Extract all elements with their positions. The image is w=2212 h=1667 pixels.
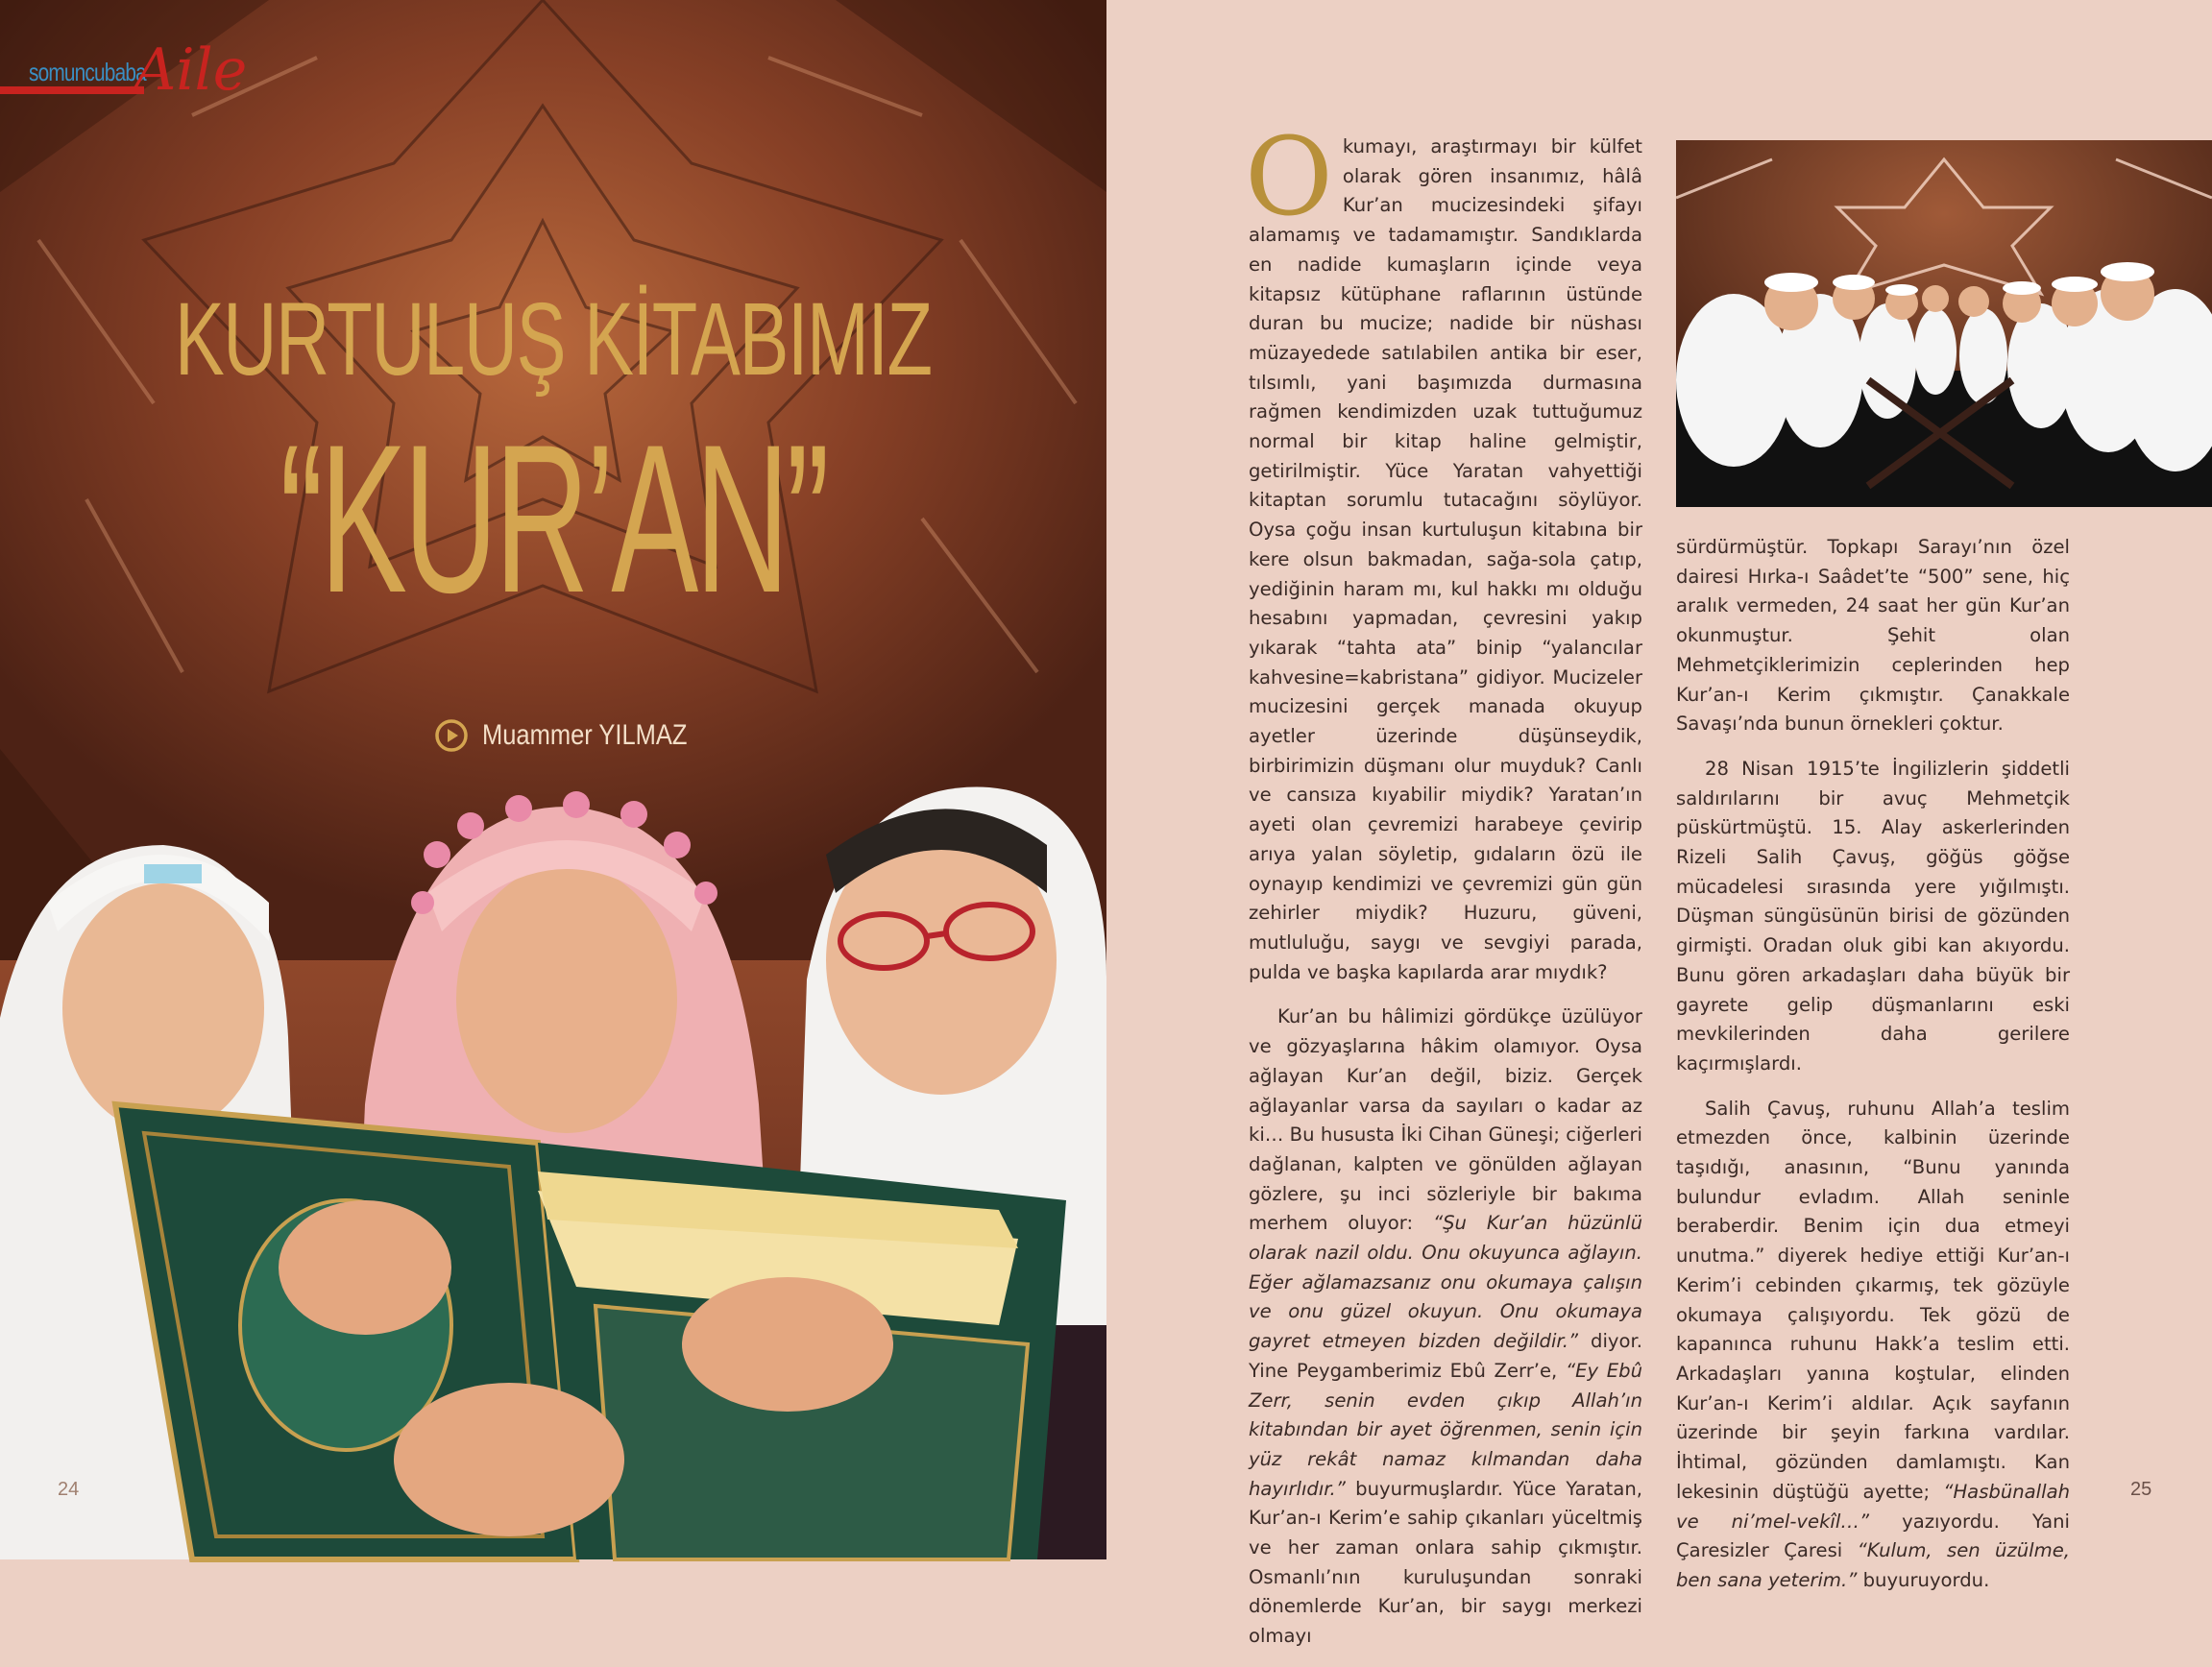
boys-reading-photo [1676, 140, 2212, 507]
paragraph [1676, 1095, 2070, 1596]
brand-name: somuncubaba [29, 58, 146, 86]
paragraph-text: buyurmuşlardır. Yüce Yaratan, Kur’an-ı Kerim’e sahip çıkanları yüceltmiş ve her zaman onlara sahip çıkmıştır. Osmanlı’nın kuruluşundan sonraki dönemlerde Kur’an, bir saygı merkezi olmayı [1249, 1477, 1642, 1648]
paragraph-text: buyuruyordu. [1857, 1568, 1990, 1591]
right-page [1106, 0, 2212, 1648]
left-page [0, 0, 1106, 1559]
quote-text: “Hasbünallah ve ni’mel-vekîl…” [1676, 1480, 2070, 1533]
drop-cap: O [1245, 115, 1333, 240]
play-circle-icon [434, 718, 469, 753]
author-name: Muammer YILMAZ [482, 719, 688, 751]
page-number-left: 24 [58, 1479, 80, 1500]
brand-bar [0, 86, 144, 94]
paragraph-text: yazıyordu. Yani Çaresizler Çaresi [1676, 1510, 2070, 1562]
quote-text: “Kulum, sen üzülme, ben sana yeterim.” [1676, 1539, 2070, 1591]
quote-text: “Ey Ebû Zerr, senin evden çıkıp Allah’ın kitabından bir ayet öğrenmen, senin için yüz rekât namaz kılmandan daha hayırlıdır.” [1249, 1359, 1642, 1500]
paragraph: 28 Nisan 1915’te İngilizlerin şiddetli saldırılarını bir avuç Mehmetçik püskürtmüştü. 15. Alay askerlerinden Rizeli Salih Çavuş, göğüs göğse mücadelesi sırasında yere yığılmıştı. Düşman süngüsünün birisi de gözünden girmişti. Oradan oluk gibi kan akıyordu. Bunu gören arkadaşları daha büyük bir gayrete gelip düşmanlarını eski mevkilerinden daha gerilere kaçırmışlardı. [1676, 757, 2070, 1075]
text-column-2 [1676, 533, 2070, 1611]
author-byline [434, 718, 723, 753]
paragraph-text: Kur’an bu hâlimizi gördükçe üzülüyor ve gözyaşlarına hâkim olamıyor. Oysa ağlayan Kur’an değil, biziz. Gerçek ağlayanlar varsa da sayıları o kadar az ki… Bu hususta İki Cihan Güneşi; ciğerleri dağlanan, kalpten ve gönülden ağlayan gözlere, şu inci sözleriyle bir bakıma merhem oluyor: [1249, 1005, 1642, 1235]
article-title-main: “KUR’AN” [280, 400, 827, 637]
brand-logo [0, 36, 250, 104]
paragraph-text: diyor. Yine Peygamberimiz Ebû Zerr’e, [1249, 1330, 1642, 1382]
brand-section: Aile [134, 36, 248, 104]
paragraph-text: Salih Çavuş, ruhunu Allah’a teslim etmezden önce, kalbinin üzerinde taşıdığı, anasının, “Bunu yanında bulundur evladım. Allah seninle beraberdir. Benim için dua etmeyi unutma.” diyerek hediye ettiği Kur’an-ı Kerim’i cebinden çıkarmış, tek gözüyle okumaya çalışıyordu. Tek gözü de kapanınca ruhunu Hakk’a teslim etti. Arkadaşları yanına koştular, elinden Kur’an-ı Kerim’i aldılar. Açık sayfanın üzerinde bir şeyin farkına vardılar. İhtimal, gözünden damlamıştı. Kan lekesinin düştüğü ayette; [1676, 1097, 2070, 1503]
paragraph-text: kumayı, araştırmayı bir külfet olarak gören insanımız, hâlâ Kur’an mucizesindeki şifayı alamamış ve tadamamıştır. Sandıklarda en nadide kumaşların içinde veya kitapsız kütüphane raflarının üstünde duran bu mucize; nadide bir nüshası müzayedede satılabilen antika bir eser, tılsımlı, yani başımızda durmasına rağmen kendimizden uzak tuttuğumuz normal bir kitap haline gelmiştir, getirilmiştir. Yüce Yaratan vahyettiği kitaptan sorumlu tutacağını söylüyor. Oysa çoğu insan kurtuluşun kitabına bir kere olsun bakmadan, sağa-sola çatıp, yediğinin haram mı, kul hakkı mı olduğu hesabını yapmadan, çevresini yakıp yıkarak “tahta ata” binip “yalancılar kahvesine=kabristana” gidiyor. Mucizeler mucizesini gerçek manada okuyup ayetler üzerinde düşünseydik, birbirimizin düşmanı olur muyduk? Canlı ve cansıza kıyabilir miydik? Yaratan’ın ayeti olan çevremizi harabeye çevirip arıya yalan söyletip, gıdaların özü ile oynayıp kendimizi ve çevremizi gün gün zehirler miydik? Huzuru, güveni, mutluluğu, saygı ve sevgiyi parada, pulda ve başka kapılarda arar mıydık? [1249, 135, 1642, 983]
paragraph [1245, 115, 1642, 987]
quote-text: “Şu Kur’an hüzünlü olarak nazil oldu. Onu okuyunca ağlayın. Eğer ağlamazsanız onu okumaya çalışın ve onu güzel okuyun. Onu okumaya gayret etmeyen bizden değildir.” [1249, 1212, 1642, 1353]
paragraph [1249, 1003, 1642, 1651]
page-number-right: 25 [2130, 1479, 2152, 1500]
text-column-1 [1245, 115, 1642, 1667]
paragraph: sürdürmüştür. Topkapı Sarayı’nın özel dairesi Hırka-ı Saâdet’te “500” sene, hiç aralık vermeden, 24 saat her gün Kur’an okunmuştur. Şehit olan Mehmetçiklerimizin ceplerinden hep Kur’an-ı Kerim çıkmıştır. Çanakkale Savaşı’nda bunun örnekleri çoktur. [1676, 536, 2070, 736]
article-title: KURTULUŞ KİTABIMIZ [174, 280, 932, 397]
children-reading-photo [0, 787, 1106, 1559]
